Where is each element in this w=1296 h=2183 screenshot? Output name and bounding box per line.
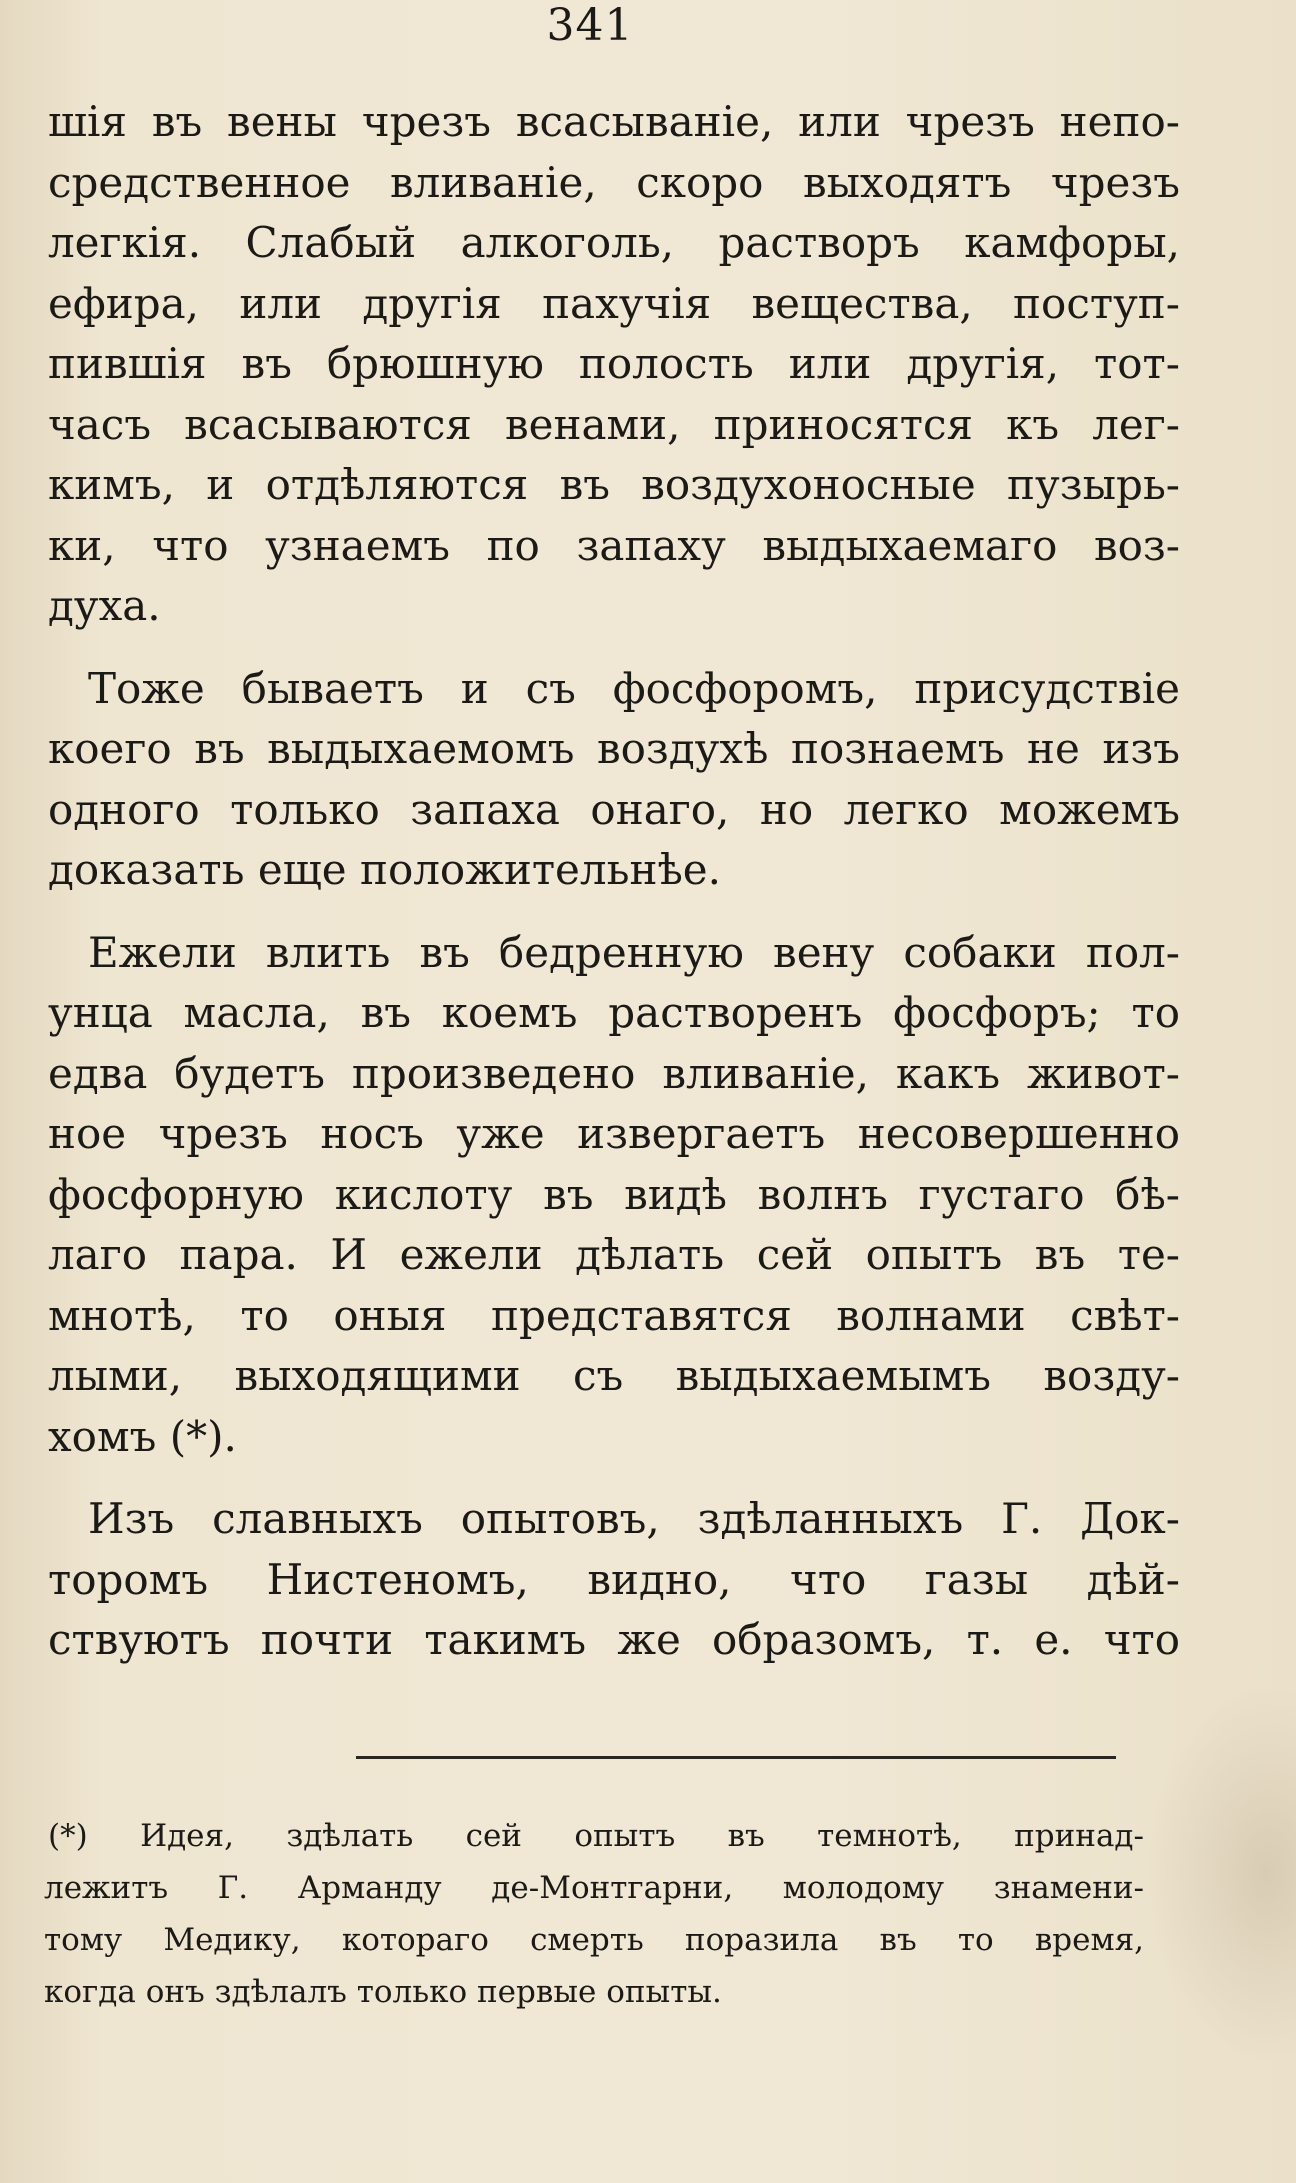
text-line: Ежели влить въ бедренную вену собаки пол- [88,927,1180,977]
page-number: 341 [546,0,634,51]
text-line: Изъ славныхъ опытовъ, здѣланныхъ Г. Док- [88,1494,1180,1543]
text-line: мнотѣ, то оныя представятся волнами свѣт- [48,1290,1180,1340]
text-line: фосфорную кислоту въ видѣ волнъ густаго бѣ- [48,1169,1180,1219]
text-line: ное чрезъ носъ уже извергаетъ несовершенно [48,1109,1180,1158]
text-line: Тоже бываетъ и съ фосфоромъ, присудствіе [88,663,1180,713]
footnote-divider [356,1756,1116,1759]
text-line: ки, что узнаемъ по запаху выдыхаемаго воз- [48,520,1180,570]
footnote-line: лежитъ Г. Арманду де-Монтгарни, молодому знамени- [44,1870,1144,1906]
text-line: легкія. Слабый алкоголь, растворъ камфоры, [48,218,1180,267]
paragraph-1 [48,92,1180,637]
main-text [48,92,1180,1693]
text-line: одного только запаха онаго, но легко можемъ [48,784,1180,834]
paragraph-3 [48,923,1180,1468]
text-line: ефира, или другія пахучія вещества, поступ- [48,278,1180,328]
paragraph-2 [48,659,1180,901]
footnote-line: тому Медику, котораго смерть поразила въ то время, [44,1922,1144,1958]
text-line: доказать еще положительнѣе. [48,845,721,894]
footnote-line: (*) Идея, здѣлать сей опытъ въ темнотѣ, принад- [48,1818,1144,1854]
text-line: лаго пара. И ежели дѣлать сей опытъ въ те- [48,1230,1180,1279]
text-line: духа. [48,581,161,630]
text-line: хомъ (*). [48,1411,237,1461]
footnote-line: когда онъ здѣлалъ только первые опыты. [44,1974,722,2010]
text-line: пившія въ брюшную полость или другія, тот- [48,339,1180,388]
text-line: коего въ выдыхаемомъ воздухѣ познаемъ не изъ [48,724,1180,773]
footnote [44,1810,1144,2018]
paragraph-4 [48,1489,1180,1671]
text-line: кимъ, и отдѣляются въ воздухоносные пузырь- [48,460,1180,509]
text-line: шія въ вены чрезъ всасываніе, или чрезъ непо- [48,97,1180,146]
text-line: лыми, выходящими съ выдыхаемымъ возду- [48,1351,1180,1400]
text-line: средственное вливаніе, скоро выходятъ чрезъ [48,157,1180,207]
text-line: часъ всасываются венами, приносятся къ лег- [48,399,1180,449]
text-line: унца масла, въ коемъ растворенъ фосфоръ; то [48,988,1180,1037]
page-stain [1146,1683,1296,2063]
text-line: едва будетъ произведено вливаніе, какъ живот- [48,1048,1180,1098]
text-line: ствуютъ почти такимъ же образомъ, т. е. что [48,1615,1180,1664]
text-line: торомъ Нистеномъ, видно, что газы дѣй- [48,1554,1180,1604]
